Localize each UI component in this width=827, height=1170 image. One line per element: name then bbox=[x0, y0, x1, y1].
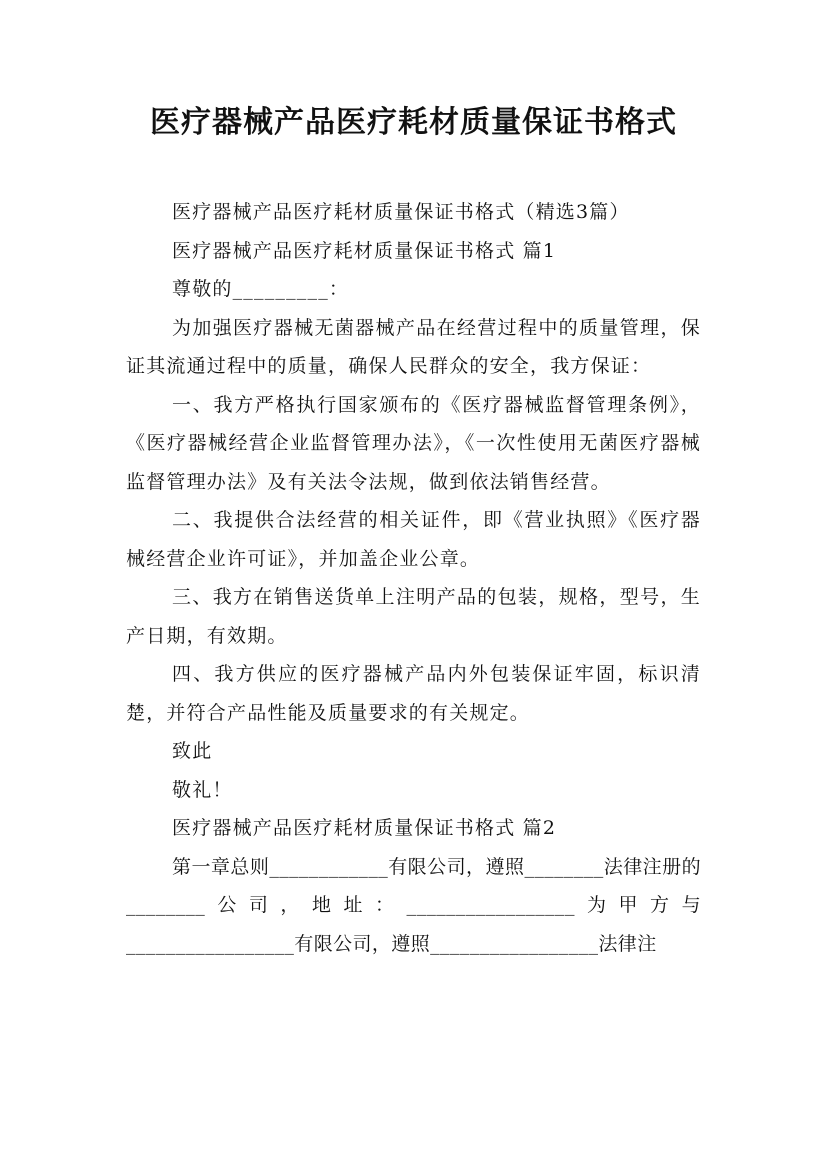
paragraph-collection-title: 医疗器械产品医疗耗材质量保证书格式（精选3篇） bbox=[172, 201, 630, 223]
document-title: 医疗器械产品医疗耗材质量保证书格式 bbox=[150, 105, 677, 140]
paragraph-intro: 为加强医疗器械无菌器械产品在经营过程中的质量管理，保证其流通过程中的质量，确保人民群众的安全，我方保证： bbox=[126, 316, 701, 377]
paragraph-closing-2: 敬礼！ bbox=[172, 778, 233, 801]
paragraph-article-1-heading: 医疗器械产品医疗耗材质量保证书格式 篇1 bbox=[172, 239, 557, 262]
paragraph-closing-1: 致此 bbox=[172, 740, 213, 762]
paragraph-clause-2: 二、我提供合法经营的相关证件，即《营业执照》《医疗器械经营企业许可证》，并加盖企业公章。 bbox=[126, 509, 701, 570]
paragraph-salutation: 尊敬的_________： bbox=[172, 278, 350, 300]
paragraph-article-2-heading: 医疗器械产品医疗耗材质量保证书格式 篇2 bbox=[172, 817, 557, 839]
paragraph-clause-4: 四、我方供应的医疗器械产品内外包装保证牢固，标识清楚，并符合产品性能及质量要求的有关规定。 bbox=[126, 663, 701, 724]
document-body bbox=[126, 193, 701, 963]
paragraph-clause-1: 一、我方严格执行国家颁布的《医疗器械监督管理条例》，《医疗器械经营企业监督管理办法》，《一次性使用无菌医疗器械监督管理办法》及有关法令法规，做到依法销售经营。 bbox=[126, 393, 701, 493]
paragraph-clause-3: 三、我方在销售送货单上注明产品的包装，规格，型号，生产日期，有效期。 bbox=[126, 586, 701, 647]
paragraph-chapter-1: 第一章总则____________有限公司，遵照________法律注册的________公司，地址：_________________为甲方与_________________有限公司，遵照_________________法律注 bbox=[126, 855, 701, 955]
